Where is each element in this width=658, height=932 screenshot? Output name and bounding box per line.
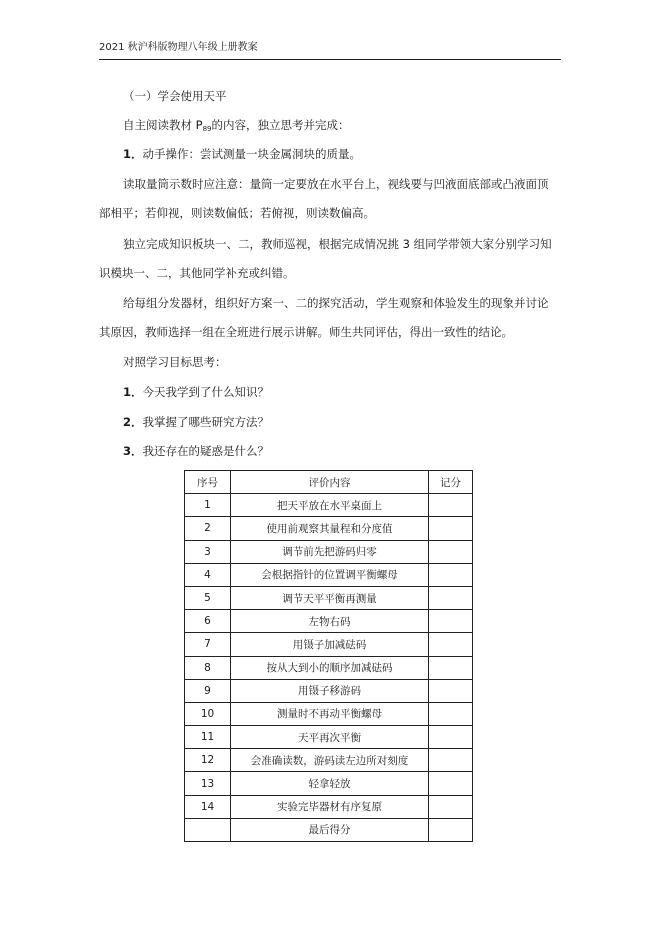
table-row	[185, 563, 473, 586]
row-score	[429, 749, 473, 772]
row-content: 天平再次平衡	[231, 726, 429, 749]
row-content: 用镊子移游码	[231, 679, 429, 702]
row-number: 2	[185, 517, 231, 540]
para2-line-2: 其原因，教师选择一组在全班进行展示讲解。师生共同评估，得出一致性的结论。	[99, 325, 513, 339]
question-2-text: 我掌握了哪些研究方法？	[142, 415, 270, 429]
table-row	[185, 633, 473, 656]
row-content: 会准确读数，游码读左边所对刻度	[231, 749, 429, 772]
table-row	[185, 517, 473, 540]
header-score: 记分	[429, 471, 473, 494]
row-score	[429, 772, 473, 795]
question-3	[123, 443, 269, 459]
section-title: （一）学会使用天平	[123, 89, 227, 103]
row-content: 使用前观察其量程和分度值	[231, 517, 429, 540]
row-number: 7	[185, 633, 231, 656]
para1-line-1: 独立完成知识板块一、二，教师巡视，根据完成情况挑 3 组同学带领大家分别学习知	[123, 237, 552, 251]
row-content: 左物右码	[231, 610, 429, 633]
row-content: 把天平放在水平桌面上	[231, 494, 429, 517]
row-score	[429, 679, 473, 702]
task-1-number: 1．	[123, 147, 143, 161]
reflect-title: 对照学习目标思考：	[123, 355, 227, 369]
row-content: 会根据指针的位置调平衡螺母	[231, 563, 429, 586]
row-content: 调节前先把游码归零	[231, 540, 429, 563]
table-row	[185, 749, 473, 772]
row-score	[429, 818, 473, 841]
para2-line-1: 给每组分发器材，组织好方案一、二的探究活动，学生观察和体验发生的现象并讨论	[123, 296, 549, 310]
header-number: 序号	[185, 471, 231, 494]
row-score	[429, 586, 473, 609]
row-score	[429, 610, 473, 633]
question-2-number: 2．	[123, 415, 143, 429]
row-number: 11	[185, 726, 231, 749]
question-3-number: 3．	[123, 444, 143, 458]
question-1	[123, 384, 269, 400]
table-row	[185, 540, 473, 563]
table-row	[185, 586, 473, 609]
question-2	[123, 414, 269, 430]
row-number: 8	[185, 656, 231, 679]
table-row	[185, 818, 473, 841]
page-header: 2021 秋沪科版物理八年级上册教案	[99, 42, 258, 53]
table-row	[185, 726, 473, 749]
reading-suffix: 的内容，独立思考并完成：	[211, 118, 350, 132]
question-1-text: 今天我学到了什么知识？	[142, 385, 270, 399]
note-line-1: 读取量筒示数时应注意：量筒一定要放在水平台上，视线要与凹液面底部或凸液面顶	[123, 177, 549, 191]
reading-instruction	[123, 117, 350, 137]
row-content: 按从大到小的顺序加减砝码	[231, 656, 429, 679]
row-content: 测量时不再动平衡螺母	[231, 702, 429, 725]
row-score	[429, 656, 473, 679]
row-number: 6	[185, 610, 231, 633]
table-row	[185, 610, 473, 633]
note-line-2: 部相平；若仰视，则读数偏低；若俯视，则读数偏高。	[99, 206, 375, 220]
row-number: 13	[185, 772, 231, 795]
row-score	[429, 517, 473, 540]
row-number: 3	[185, 540, 231, 563]
row-content: 最后得分	[231, 818, 429, 841]
row-score	[429, 702, 473, 725]
reading-page: 89	[202, 125, 212, 133]
table-row	[185, 702, 473, 725]
row-content: 用镊子加减砝码	[231, 633, 429, 656]
header-content: 评价内容	[231, 471, 429, 494]
row-number: 12	[185, 749, 231, 772]
row-content: 调节天平平衡再测量	[231, 586, 429, 609]
row-score	[429, 795, 473, 818]
row-number: 14	[185, 795, 231, 818]
row-score	[429, 494, 473, 517]
row-number: 1	[185, 494, 231, 517]
row-score	[429, 633, 473, 656]
task-1	[123, 146, 361, 162]
row-score	[429, 540, 473, 563]
row-number: 10	[185, 702, 231, 725]
row-number: 9	[185, 679, 231, 702]
table-row	[185, 795, 473, 818]
question-3-text: 我还存在的疑惑是什么？	[142, 444, 270, 458]
table-row	[185, 656, 473, 679]
table-header-row	[185, 471, 473, 494]
row-score	[429, 726, 473, 749]
row-content: 实验完毕器材有序复原	[231, 795, 429, 818]
row-score	[429, 563, 473, 586]
para1-line-2: 识模块一、二，其他同学补充或纠错。	[99, 266, 295, 280]
row-number: 5	[185, 586, 231, 609]
table-row	[185, 772, 473, 795]
question-1-number: 1．	[123, 385, 143, 399]
evaluation-table	[184, 470, 473, 842]
task-1-text: 动手操作：尝试测量一块金属洞块的质量。	[142, 147, 362, 161]
reading-prefix: 自主阅读教材 P	[123, 118, 203, 132]
table-row	[185, 679, 473, 702]
row-content: 轻拿轻放	[231, 772, 429, 795]
row-number: 4	[185, 563, 231, 586]
table-row	[185, 494, 473, 517]
header-rule	[99, 59, 561, 60]
row-number	[185, 818, 231, 841]
